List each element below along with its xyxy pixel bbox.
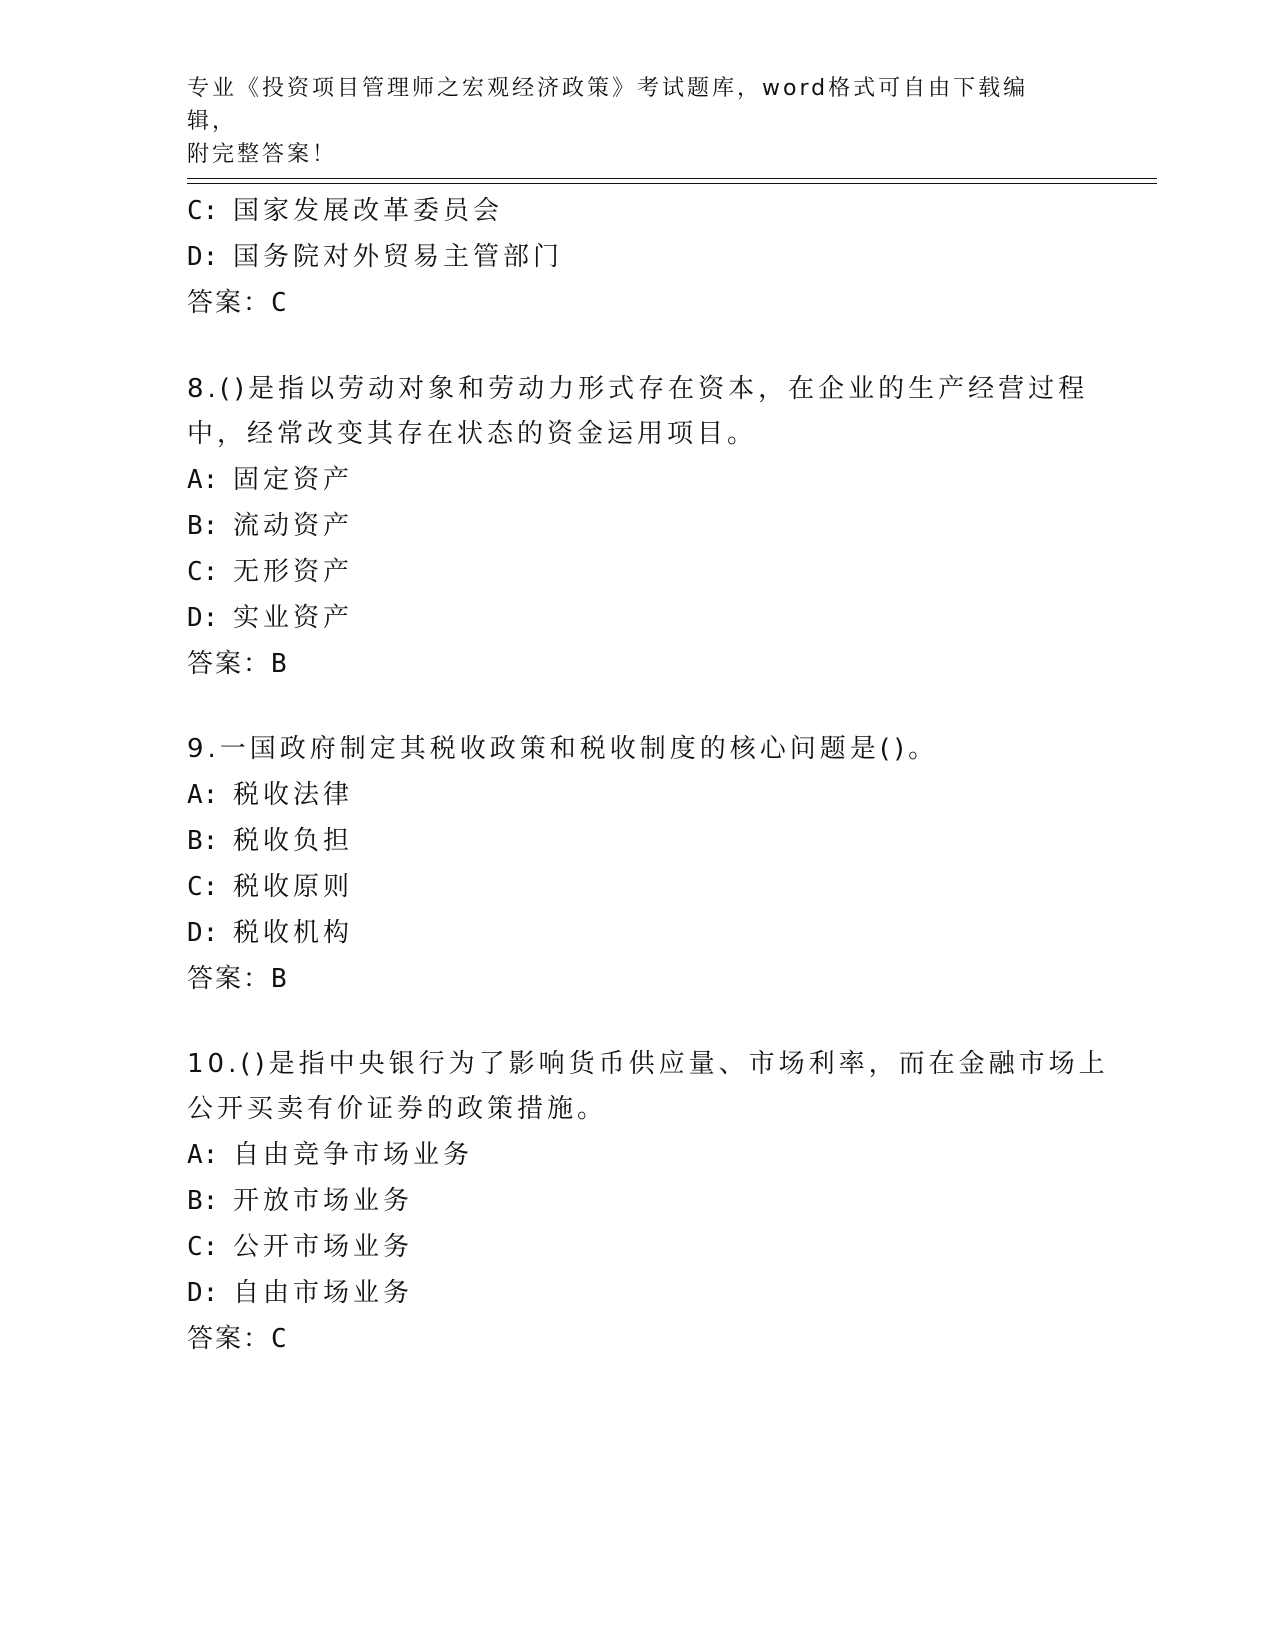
option-text: 国务院对外贸易主管部门: [233, 242, 564, 272]
answer-label: 答案：: [187, 964, 272, 994]
header-line-1: 专业《投资项目管理师之宏观经济政策》考试题库，word格式可自由下载编辑，: [187, 76, 1029, 134]
answer-line: [187, 641, 1157, 687]
option-b: [187, 503, 1157, 549]
option-letter: A:: [187, 780, 219, 810]
answer-line: [187, 956, 1157, 1002]
header-divider-top: [187, 178, 1157, 179]
answer-line: [187, 280, 1157, 326]
question-9: [187, 727, 1157, 1002]
option-b: [187, 1178, 1157, 1224]
document-header: [187, 72, 1067, 171]
question-stem-line: 中，经常改变其存在状态的资金运用项目。: [187, 419, 758, 449]
header-line-2: 附完整答案！: [187, 142, 338, 167]
option-letter: B:: [187, 1186, 219, 1216]
option-c: [187, 864, 1157, 910]
question-stem-line: 8.()是指以劳动对象和劳动力形式存在资本，在企业的生产经营过程: [187, 374, 1089, 404]
option-letter: D:: [187, 918, 219, 948]
option-text: 税收法律: [233, 780, 354, 810]
option-letter: B:: [187, 826, 219, 856]
answer-line: [187, 1316, 1157, 1362]
answer-value: C: [271, 1324, 287, 1354]
option-text: 固定资产: [233, 465, 354, 495]
option-c: [187, 1224, 1157, 1270]
option-a: [187, 772, 1157, 818]
option-text: 国家发展改革委员会: [233, 196, 504, 226]
question-stem-line: 公开买卖有价证券的政策措施。: [187, 1094, 608, 1124]
option-c: [187, 188, 1157, 234]
option-letter: C:: [187, 196, 219, 226]
option-d: [187, 910, 1157, 956]
header-divider-bottom: [187, 183, 1157, 184]
option-text: 税收原则: [233, 872, 354, 902]
option-d: [187, 234, 1157, 280]
question-stem-line: 9.一国政府制定其税收政策和税收制度的核心问题是()。: [187, 734, 939, 764]
option-a: [187, 1132, 1157, 1178]
answer-label: 答案：: [187, 1324, 272, 1354]
option-letter: C:: [187, 557, 219, 587]
option-letter: A:: [187, 1140, 219, 1170]
option-a: [187, 457, 1157, 503]
option-letter: B:: [187, 511, 219, 541]
answer-value: C: [271, 288, 287, 318]
option-text: 流动资产: [233, 511, 354, 541]
option-text: 无形资产: [233, 557, 354, 587]
option-text: 开放市场业务: [233, 1186, 414, 1216]
answer-value: B: [271, 649, 287, 679]
option-b: [187, 818, 1157, 864]
question-stem-line: 10.()是指中央银行为了影响货币供应量、市场利率，而在金融市场上: [187, 1049, 1109, 1079]
question-7-partial: [187, 188, 1157, 326]
option-d: [187, 595, 1157, 641]
option-letter: D:: [187, 242, 219, 272]
question-8: [187, 367, 1157, 687]
answer-label: 答案：: [187, 649, 272, 679]
option-text: 自由竞争市场业务: [233, 1140, 474, 1170]
question-list: [187, 188, 1157, 1362]
option-c: [187, 549, 1157, 595]
option-letter: C:: [187, 872, 219, 902]
question-10: [187, 1042, 1157, 1362]
option-text: 自由市场业务: [233, 1278, 414, 1308]
option-letter: A:: [187, 465, 219, 495]
option-text: 公开市场业务: [233, 1232, 414, 1262]
option-text: 税收机构: [233, 918, 354, 948]
answer-label: 答案：: [187, 288, 272, 318]
option-d: [187, 1270, 1157, 1316]
option-letter: D:: [187, 1278, 219, 1308]
option-letter: C:: [187, 1232, 219, 1262]
option-text: 实业资产: [233, 603, 354, 633]
answer-value: B: [271, 964, 287, 994]
option-letter: D:: [187, 603, 219, 633]
option-text: 税收负担: [233, 826, 354, 856]
